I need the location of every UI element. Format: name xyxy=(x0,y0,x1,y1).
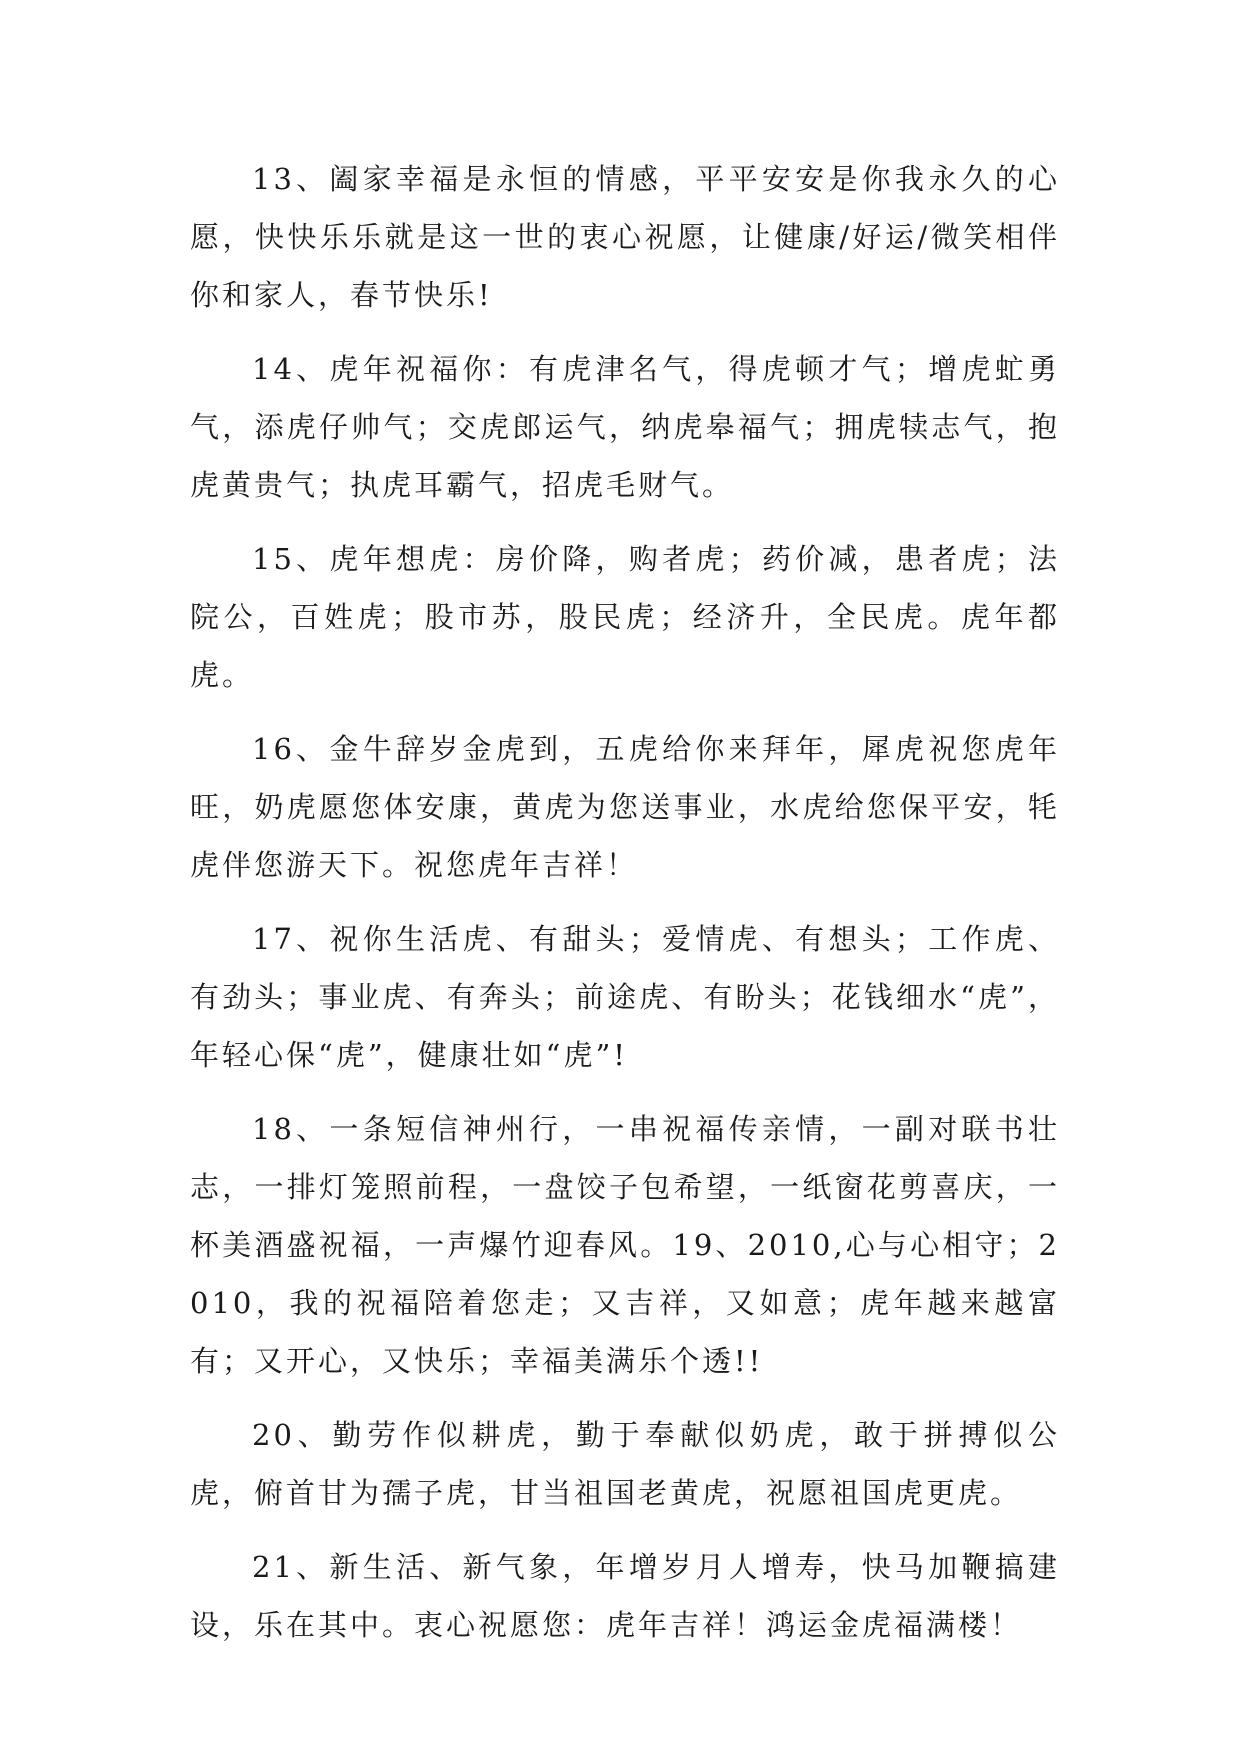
paragraph-15: 15、虎年想虎：房价降，购者虎；药价减，患者虎；法院公，百姓虎；股市苏，股民虎；经济升，全民虎。虎年都虎。 xyxy=(190,542,1060,692)
paragraph-16: 16、金牛辞岁金虎到，五虎给你来拜年，犀虎祝您虎年旺，奶虎愿您体安康，黄虎为您送事业，水虎给您保平安，牦虎伴您游天下。祝您虎年吉祥！ xyxy=(190,732,1060,882)
paragraph-20: 20、勤劳作似耕虎，勤于奉献似奶虎，敢于拼搏似公虎，俯首甘为孺子虎，甘当祖国老黄虎，祝愿祖国虎更虎。 xyxy=(190,1418,1060,1510)
document-body xyxy=(190,150,1060,1670)
paragraph-14: 14、虎年祝福你：有虎津名气，得虎顿才气；增虎虻勇气，添虎仔帅气；交虎郎运气，纳虎皋福气；拥虎犊志气，抱虎黄贵气；执虎耳霸气，招虎毛财气。 xyxy=(190,352,1060,502)
paragraph-18-19: 18、一条短信神州行，一串祝福传亲情，一副对联书壮志，一排灯笼照前程，一盘饺子包希望，一纸窗花剪喜庆，一杯美酒盛祝福，一声爆竹迎春风。19、2010,心与心相守；2010，我的祝福陪着您走；又吉祥，又如意；虎年越来越富有；又开心，又快乐；幸福美满乐个透!! xyxy=(190,1112,1060,1378)
paragraph-17: 17、祝你生活虎、有甜头；爱情虎、有想头；工作虎、有劲头；事业虎、有奔头；前途虎、有盼头；花钱细水“虎”，年轻心保“虎”，健康壮如“虎”! xyxy=(190,922,1060,1072)
paragraph-21: 21、新生活、新气象，年增岁月人增寿，快马加鞭搞建设，乐在其中。衷心祝愿您：虎年吉祥！鸿运金虎福满楼！ xyxy=(190,1550,1060,1642)
paragraph-13: 13、阖家幸福是永恒的情感，平平安安是你我永久的心愿，快快乐乐就是这一世的衷心祝愿，让健康/好运/微笑相伴你和家人，春节快乐! xyxy=(190,162,1060,312)
